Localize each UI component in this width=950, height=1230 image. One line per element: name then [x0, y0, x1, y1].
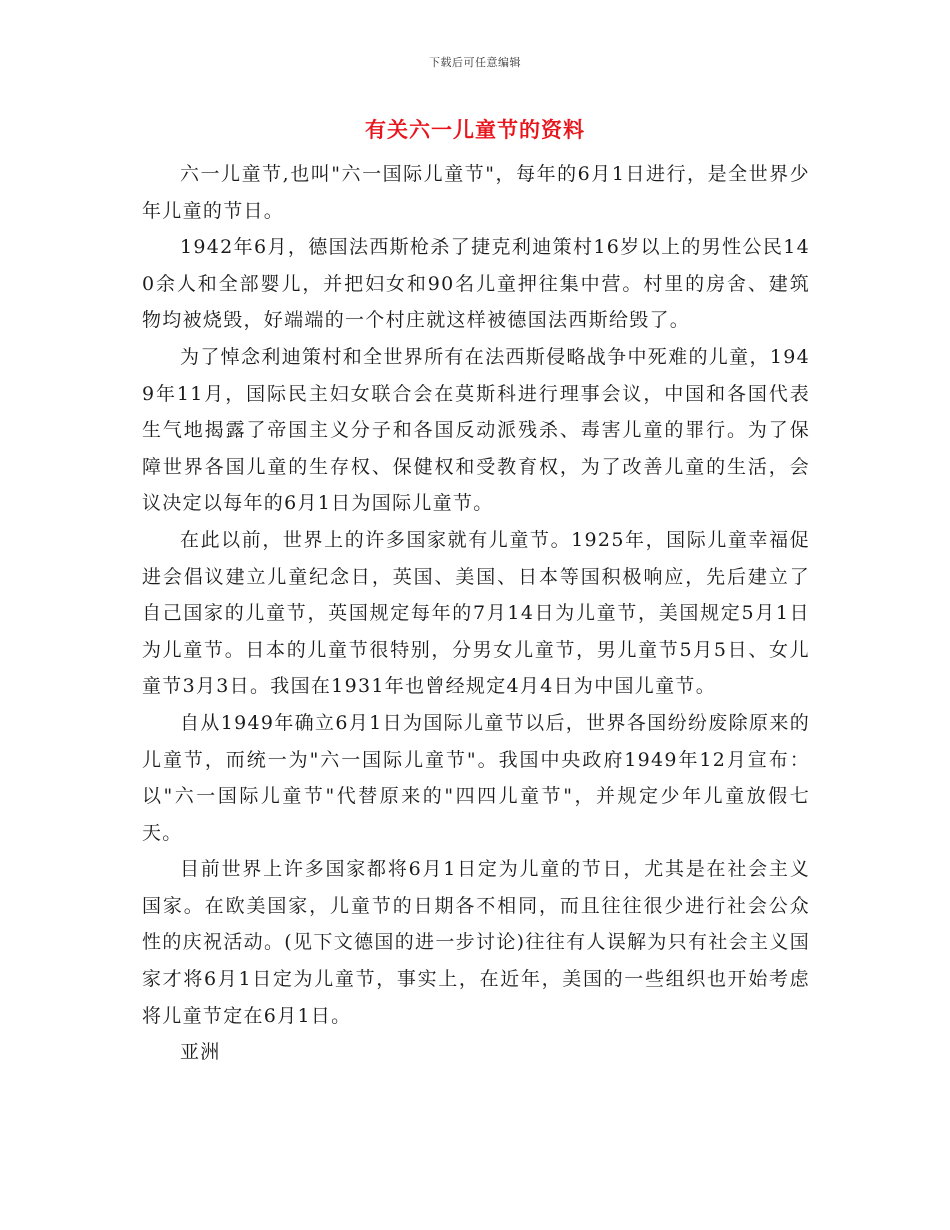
- paragraph-intro: 六一儿童节,也叫"六一国际儿童节"，每年的6月1日进行，是全世界少年儿童的节日。: [142, 163, 810, 222]
- paragraph-asia-heading: 亚洲: [180, 1041, 221, 1064]
- header-note: 下载后可任意编辑: [429, 56, 521, 69]
- paragraph-unified-june-first: 自从1949年确立6月1日为国际儿童节以后，世界各国纷纷废除原来的儿童节，而统一为"六一国际儿童节"。我国中央政府1949年12月宣布：以"六一国际儿童节"代替原来的"四四儿童节"，并规定少年儿童放假七天。: [142, 711, 810, 844]
- paragraph-current-world: 目前世界上许多国家都将6月1日定为儿童的节日，尤其是在社会主义国家。在欧美国家，儿童节的日期各不相同，而且往往很少进行社会公众性的庆祝活动。(见下文德国的进一步讨论)往往有人误解为只有社会主义国家才将6月1日定为儿童节，事实上，在近年，美国的一些组织也开始考虑将儿童节定在6月1日。: [142, 858, 810, 1027]
- document-body: [142, 156, 810, 1071]
- paragraph-lidice-1942: 1942年6月，德国法西斯枪杀了捷克利迪策村16岁以上的男性公民140余人和全部婴儿，并把妇女和90名儿童押往集中营。村里的房舍、建筑物均被烧毁，好端端的一个村庄就这样被德国法西斯给毁了。: [142, 236, 810, 332]
- paragraph-earlier-childrens-days: 在此以前，世界上的许多国家就有儿童节。1925年，国际儿童幸福促进会倡议建立儿童纪念日，英国、美国、日本等国积极响应，先后建立了自己国家的儿童节，英国规定每年的7月14日为儿童节，美国规定5月1日为儿童节。日本的儿童节很特别，分男女儿童节，男儿童节5月5日、女儿童节3月3日。我国在1931年也曾经规定4月4日为中国儿童节。: [142, 528, 810, 698]
- document-title: 有关六一儿童节的资料: [365, 118, 585, 142]
- paragraph-1949-council: 为了悼念利迪策村和全世界所有在法西斯侵略战争中死难的儿童，1949年11月，国际民主妇女联合会在莫斯科进行理事会议，中国和各国代表生气地揭露了帝国主义分子和各国反动派残杀、毒害儿童的罪行。为了保障世界各国儿童的生存权、保健权和受教育权，为了改善儿童的生活，会议决定以每年的6月1日为国际儿童节。: [142, 345, 810, 515]
